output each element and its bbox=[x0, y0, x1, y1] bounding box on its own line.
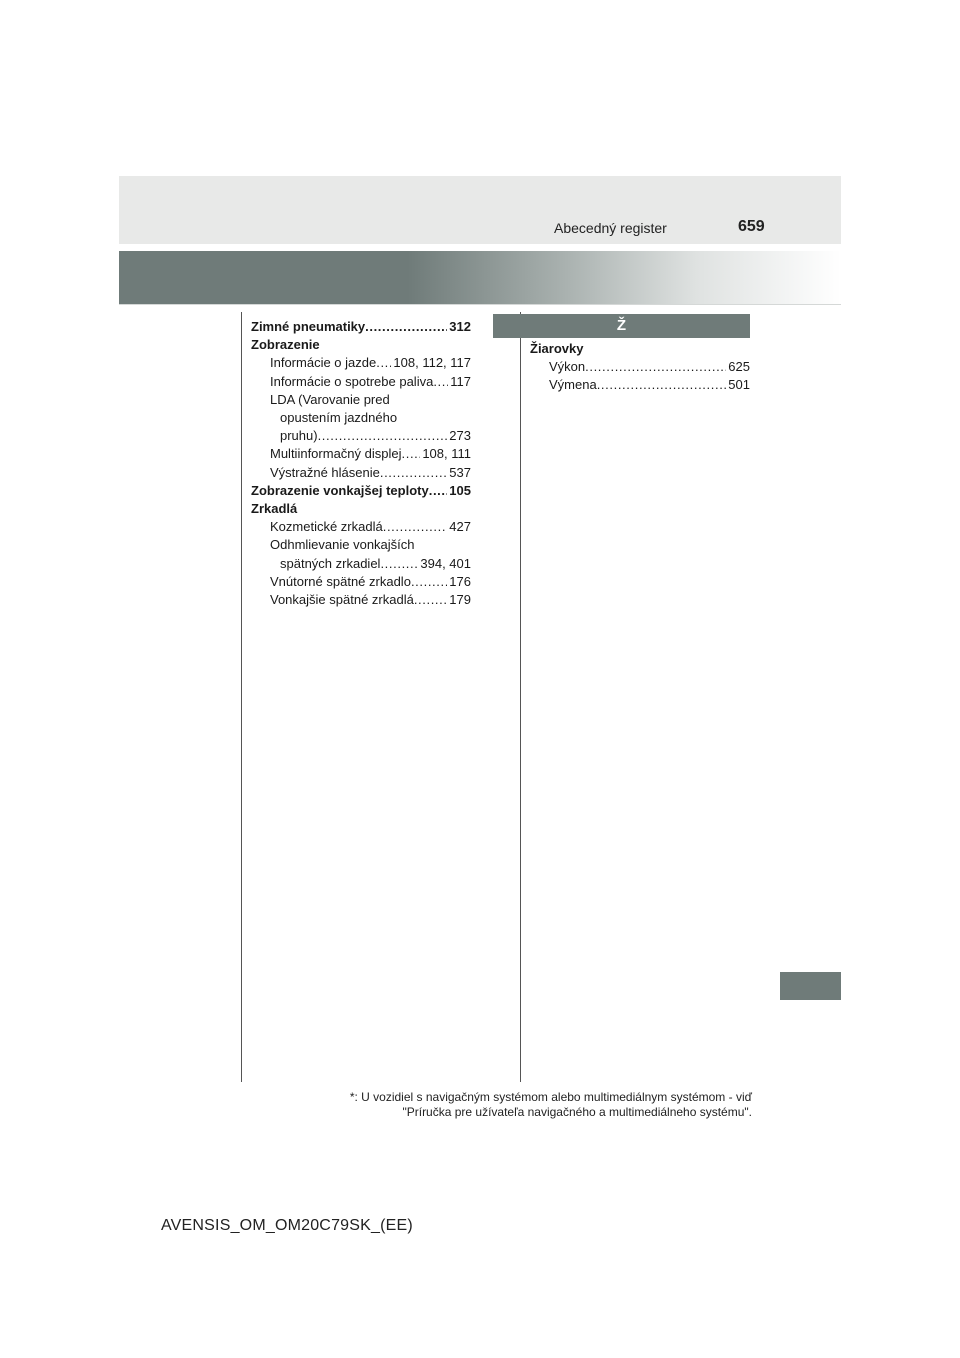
dot-leader bbox=[411, 573, 447, 591]
index-entry bbox=[251, 391, 471, 409]
letter-section-header: Ž bbox=[493, 314, 750, 338]
index-entry-term: Výkon bbox=[549, 359, 586, 375]
index-entry-term: Zimné pneumatiky bbox=[251, 319, 366, 334]
index-entry bbox=[251, 555, 471, 573]
index-entry-term: opustením jazdného bbox=[280, 410, 398, 426]
dot-leader bbox=[318, 427, 448, 445]
index-entry bbox=[251, 445, 471, 463]
index-entry-pages: 394, 401 bbox=[420, 555, 471, 571]
index-entry-term: Vonkajšie spätné zrkadlá bbox=[270, 592, 414, 608]
index-entry-pages: 427 bbox=[449, 519, 471, 535]
index-entry-term: Kozmetické zrkadlá bbox=[270, 519, 383, 535]
index-column-left bbox=[251, 318, 471, 609]
index-entry bbox=[251, 518, 471, 536]
index-entry-pages: 105 bbox=[449, 482, 471, 498]
index-entry bbox=[251, 409, 471, 427]
index-entry-term: pruhu) bbox=[280, 428, 318, 444]
index-entry-term: Odhmlievanie vonkajších bbox=[270, 537, 415, 553]
index-entry-pages: 537 bbox=[449, 464, 471, 480]
index-entry-pages: 625 bbox=[728, 359, 750, 375]
index-entry bbox=[251, 336, 471, 354]
index-entry-pages: 179 bbox=[449, 592, 471, 608]
dot-leader bbox=[414, 591, 447, 609]
section-gradient-band bbox=[119, 251, 841, 304]
page-number: 659 bbox=[738, 218, 765, 235]
left-column-rule bbox=[241, 312, 242, 1082]
index-entry-term: Výmena bbox=[549, 377, 597, 393]
index-entry bbox=[251, 464, 471, 482]
document-code: AVENSIS_OM_OM20C79SK_(EE) bbox=[161, 1217, 413, 1234]
footnote-line-2: "Príručka pre užívateľa navigačného a multimediálneho systému". bbox=[402, 1105, 752, 1119]
index-entry-pages: 108, 112, 117 bbox=[393, 355, 471, 371]
footnote bbox=[240, 1090, 752, 1120]
dot-leader bbox=[380, 464, 447, 482]
index-entry bbox=[530, 358, 750, 376]
index-entry-pages: 501 bbox=[728, 377, 750, 393]
index-entry bbox=[251, 573, 471, 591]
page-title: Abecedný register bbox=[554, 220, 667, 236]
index-entry-term: spätných zrkadiel bbox=[280, 555, 381, 571]
middle-column-rule bbox=[520, 312, 521, 1082]
dot-leader bbox=[365, 318, 447, 336]
footnote-line-1: *: U vozidiel s navigačným systémom alebo multimediálnym systémom - viď bbox=[349, 1090, 752, 1104]
dot-leader bbox=[402, 445, 421, 463]
band-divider bbox=[119, 304, 841, 305]
dot-leader bbox=[585, 358, 726, 376]
index-column-right bbox=[530, 340, 750, 395]
dot-leader bbox=[597, 376, 727, 394]
index-entry bbox=[251, 482, 471, 500]
index-entry-pages: 176 bbox=[449, 573, 471, 589]
index-tab-marker bbox=[780, 972, 841, 1000]
index-entry bbox=[251, 500, 471, 518]
index-entry bbox=[530, 376, 750, 394]
index-entry-term: Žiarovky bbox=[530, 341, 584, 356]
index-entry-term: Zobrazenie vonkajšej teploty bbox=[251, 482, 429, 498]
index-entry-term: Informácie o spotrebe paliva bbox=[270, 373, 434, 389]
dot-leader bbox=[376, 354, 391, 372]
index-entry-term: Zobrazenie bbox=[251, 337, 320, 353]
index-entry bbox=[251, 373, 471, 391]
index-entry bbox=[251, 318, 471, 336]
index-entry-term: Informácie o jazde bbox=[270, 355, 377, 371]
dot-leader bbox=[383, 518, 448, 536]
dot-leader bbox=[380, 555, 418, 573]
index-entry-term: LDA (Varovanie pred bbox=[270, 391, 390, 407]
index-entry-pages: 117 bbox=[450, 373, 471, 389]
index-entry-term: Zrkadlá bbox=[251, 501, 298, 517]
index-entry bbox=[251, 427, 471, 445]
index-entry-term: Výstražné hlásenie bbox=[270, 464, 380, 480]
index-entry bbox=[251, 591, 471, 609]
header-band bbox=[119, 176, 841, 244]
dot-leader bbox=[433, 373, 448, 391]
index-entry-pages: 108, 111 bbox=[422, 446, 471, 462]
index-entry bbox=[251, 354, 471, 372]
index-entry-term: Multiinformačný displej bbox=[270, 446, 402, 462]
index-entry-pages: 273 bbox=[449, 428, 471, 444]
index-entry bbox=[251, 536, 471, 554]
index-entry-term: Vnútorné spätné zrkadlo bbox=[270, 573, 411, 589]
index-entry-pages: 312 bbox=[449, 319, 471, 334]
dot-leader bbox=[429, 482, 448, 500]
index-entry bbox=[530, 340, 750, 358]
